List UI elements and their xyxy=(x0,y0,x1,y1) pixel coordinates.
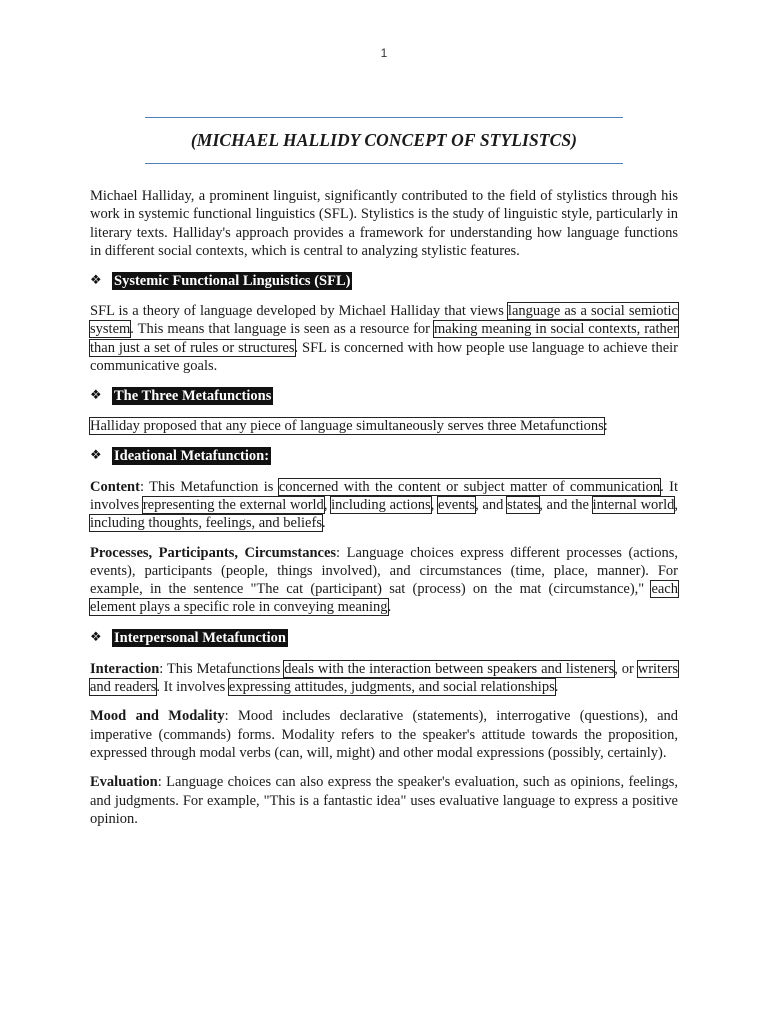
content-text-6: , and the xyxy=(539,496,593,513)
content-boxed-2: representing the external world xyxy=(142,496,324,513)
content-text-2: . It involves xyxy=(90,478,678,513)
intro-paragraph: Michael Halliday, a prominent linguist, significantly contributed to the field of stylistics through his work in systemic functional linguistics (SFL). Stylistics is the study of linguistic style, particularly in literary texts. Halliday's approach provides a framework for understanding how language functions in different social contexts, which is central to analyzing stylistic features. xyxy=(90,188,678,259)
metafunctions-heading-label: The Three Metafunctions xyxy=(114,387,272,404)
interaction-text-4: . xyxy=(554,679,559,696)
content-text-8: . xyxy=(321,515,326,532)
processes-label: Processes, Participants, Circumstances xyxy=(90,544,337,561)
sfl-boxed-phrase-1: language as a social semiotic system xyxy=(90,303,678,338)
processes-text-1: : Language choices express different processes (actions, events), participants (people, things involved), and circumstances (time, place, manner). For example, in the sentence "The cat (participant) sat (process) on the mat (circumstance)," xyxy=(90,544,678,598)
content-boxed-3: including actions xyxy=(331,496,431,513)
interaction-boxed-1: deals with the interaction between speakers and listeners xyxy=(284,660,615,677)
content-paragraph xyxy=(90,478,678,533)
content-label: Content xyxy=(90,478,140,495)
ideational-heading-label: Ideational Metafunction: xyxy=(114,448,270,465)
content-text-5: , and xyxy=(475,496,508,513)
document-title: (MICHAEL HALLIDY CONCEPT OF STYLISTCS) xyxy=(190,130,578,150)
interaction-text-3: . It involves xyxy=(156,679,229,696)
interpersonal-heading xyxy=(90,629,678,648)
content-text-4: , xyxy=(430,496,439,513)
interaction-boxed-3: expressing attitudes, judgments, and social relationships xyxy=(228,679,555,696)
evaluation-text: : Language choices can also express the speaker's evaluation, such as opinions, feelings, and judgments. For example, "This is a fantastic idea" uses evaluative language to express a positive opinion. xyxy=(90,774,678,827)
document-body xyxy=(90,187,678,839)
interaction-text-2: , or xyxy=(614,660,638,677)
sfl-heading-label: Systemic Functional Linguistics (SFL) xyxy=(114,272,351,289)
processes-boxed-1: each element plays a specific role in conveying meaning xyxy=(90,581,678,616)
metafunctions-paragraph xyxy=(90,417,678,435)
diamond-bullet-icon: ❖ xyxy=(90,448,102,464)
sfl-heading xyxy=(90,271,678,290)
diamond-bullet-icon: ❖ xyxy=(90,630,102,646)
diamond-bullet-icon: ❖ xyxy=(90,272,102,288)
metafunctions-boxed-sentence: Halliday proposed that any piece of language simultaneously serves three Metafunctions xyxy=(90,418,604,435)
content-text-1: : This Metafunction is xyxy=(139,478,279,495)
page-number: 1 xyxy=(380,46,388,60)
metafunctions-tail: : xyxy=(603,418,608,435)
content-boxed-4: events xyxy=(438,496,476,513)
interaction-boxed-2: writers and readers xyxy=(90,660,678,696)
processes-text-2: . xyxy=(387,599,392,616)
diamond-bullet-icon: ❖ xyxy=(90,387,102,403)
sfl-text-2: . This means that language is seen as a resource for xyxy=(130,321,434,338)
mood-text: : Mood includes declarative (statements), interrogative (questions), and imperative (commands) forms. Modality refers to the speaker's attitude towards the proposition, expressed through modal verbs (can, will, might) and other modal expressions (possibly, certainly). xyxy=(90,708,679,761)
sfl-paragraph xyxy=(90,302,678,375)
mood-label: Mood and Modality xyxy=(90,708,225,725)
ideational-heading xyxy=(90,447,678,466)
content-boxed-1: concerned with the content or subject matter of communication xyxy=(278,478,661,495)
content-boxed-6: internal world xyxy=(592,496,675,513)
interaction-paragraph xyxy=(90,660,678,697)
evaluation-paragraph xyxy=(90,773,678,828)
interaction-label: Interaction xyxy=(90,660,160,677)
content-text-7: , xyxy=(674,496,679,513)
metafunctions-heading xyxy=(90,386,678,405)
interaction-text-1: : This Metafunctions xyxy=(159,660,285,677)
sfl-text-1: SFL is a theory of language developed by Michael Halliday that views xyxy=(90,303,508,320)
content-boxed-7: including thoughts, feelings, and beliefs xyxy=(90,515,322,532)
interpersonal-heading-label: Interpersonal Metafunction xyxy=(114,630,286,647)
content-text-3: , xyxy=(323,496,332,513)
evaluation-label: Evaluation xyxy=(90,774,158,791)
sfl-text-3: . SFL is concerned with how people use language to achieve their communicative goals. xyxy=(90,339,678,375)
content-boxed-5: states xyxy=(507,496,540,513)
title-bottom-rule xyxy=(145,163,623,164)
mood-paragraph xyxy=(90,707,678,762)
title-top-rule xyxy=(145,117,623,118)
processes-paragraph xyxy=(90,544,678,617)
sfl-boxed-phrase-2: making meaning in social contexts, rather than just a set of rules or structures xyxy=(90,321,678,356)
